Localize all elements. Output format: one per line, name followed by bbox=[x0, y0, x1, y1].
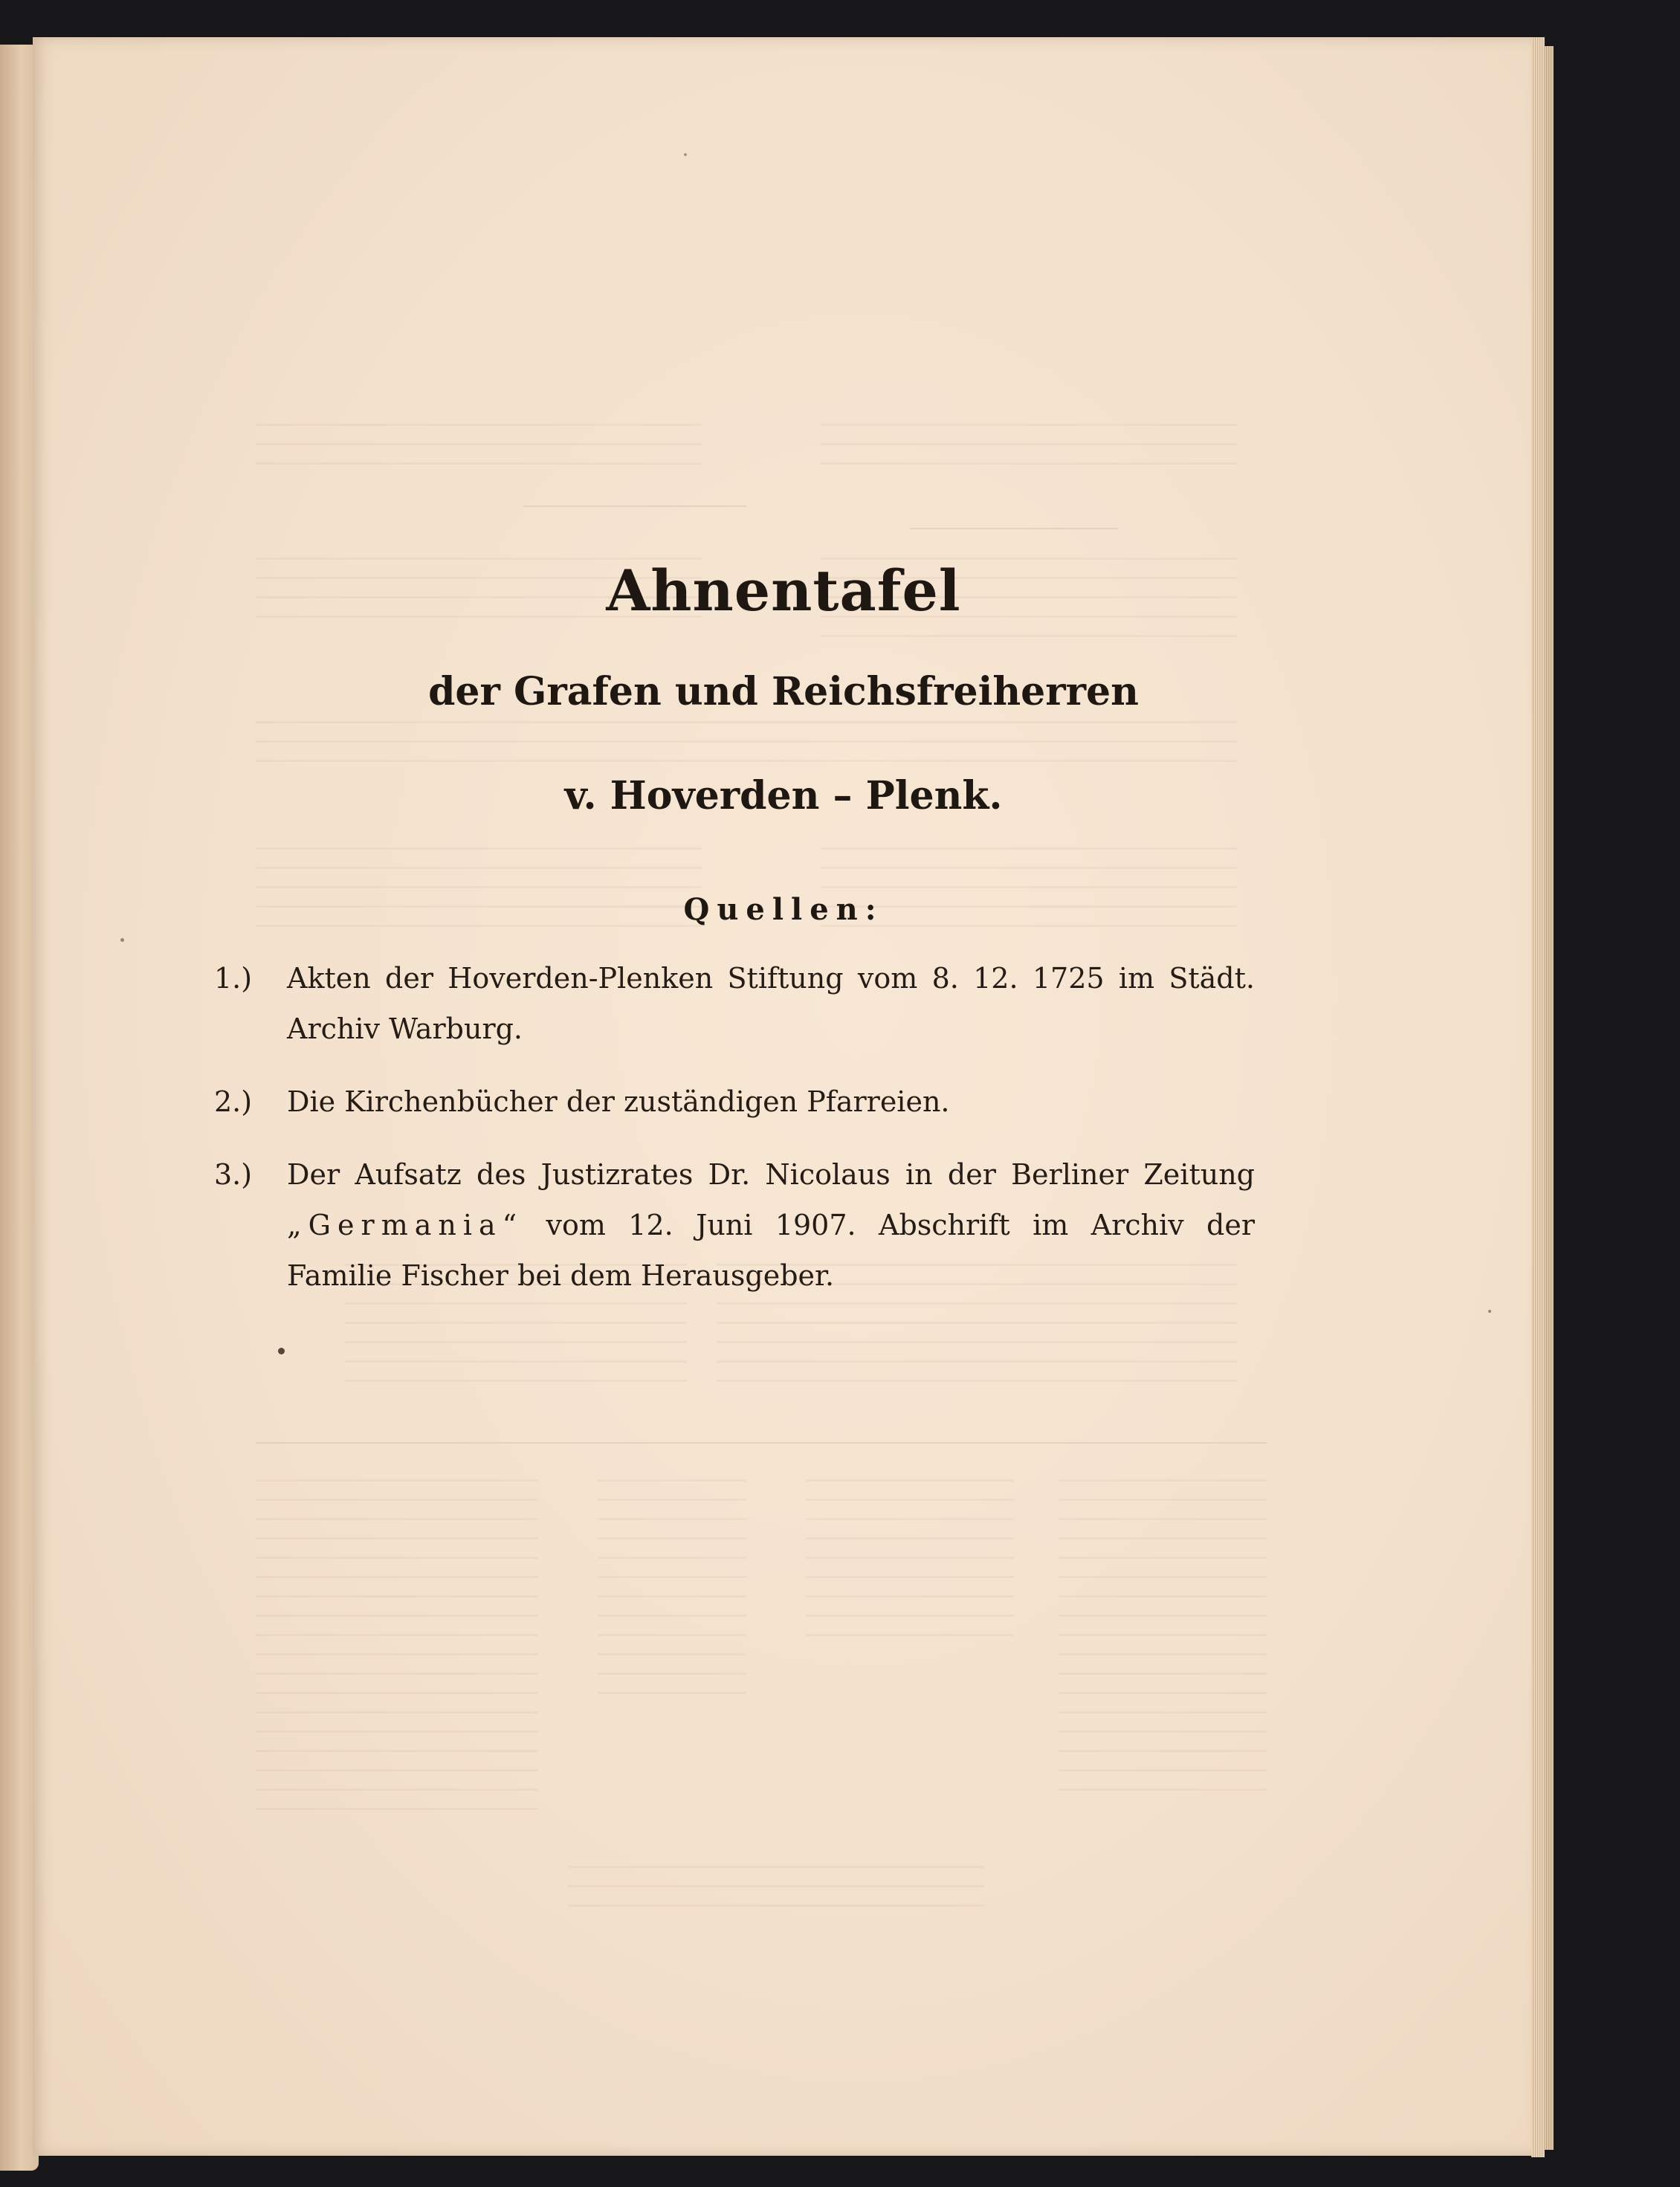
paper-speck bbox=[120, 938, 124, 942]
source-item bbox=[214, 953, 1255, 1054]
source-text-continued: vom 12. Juni 1907. Abschrift im Archiv der Familie Fischer bei dem Herausgeber. bbox=[287, 1209, 1255, 1292]
source-number: 1.) bbox=[214, 962, 253, 995]
source-item bbox=[214, 1076, 1255, 1127]
source-text: Die Kirchenbücher der zuständigen Pfarreien. bbox=[287, 1085, 950, 1118]
sources-list bbox=[214, 953, 1255, 1323]
source-newspaper-name: „Germania“ bbox=[287, 1209, 524, 1241]
source-number: 2.) bbox=[214, 1085, 253, 1118]
source-text: Akten der Hoverden-Plenken Stiftung vom 8. 12. 1725 im Städt. Archiv Warburg. bbox=[287, 962, 1255, 1045]
source-item bbox=[214, 1149, 1255, 1301]
page-subtitle-line2: v. Hoverden – Plenk. bbox=[564, 773, 1003, 818]
source-number: 3.) bbox=[214, 1158, 253, 1191]
sources-heading: Quellen: bbox=[683, 892, 884, 927]
paper-speck bbox=[1488, 1310, 1491, 1313]
page-title: Ahnentafel bbox=[606, 558, 961, 624]
page-stack-edge bbox=[1531, 37, 1545, 2157]
paper-speck bbox=[684, 153, 687, 156]
paper-speck bbox=[278, 1348, 285, 1354]
page-stack-edge-outer bbox=[1545, 46, 1554, 2150]
source-text: Der Aufsatz des Justizrates Dr. Nicolaus in der Berliner Zeitung bbox=[287, 1158, 1255, 1191]
book-page bbox=[33, 37, 1534, 2156]
page-subtitle-line1: der Grafen und Reichsfreiherren bbox=[428, 669, 1139, 714]
